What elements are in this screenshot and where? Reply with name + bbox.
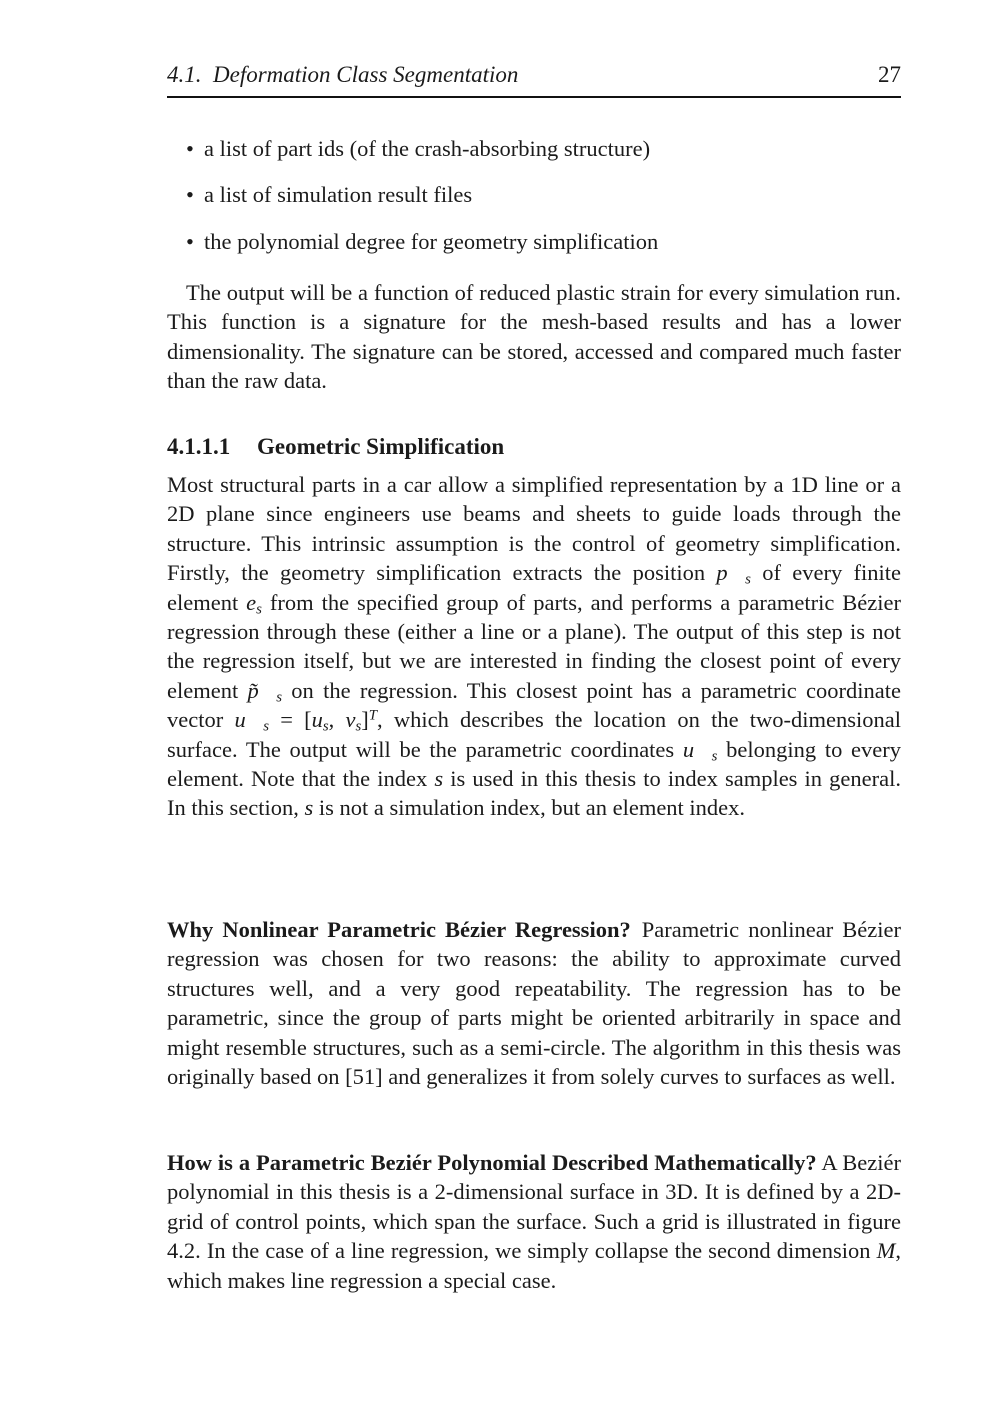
bullet-item-part-ids: • a list of part ids (of the crash-absorbing structure) bbox=[167, 134, 901, 163]
why-bezier-regression-paragraph: Why Nonlinear Parametric Bézier Regression? Parametric nonlinear Bézier regression was chosen for two reasons: the ability to approximate curved structures well, and a very good repeatability. The regression has to be parametric, since the group of parts might be oriented arbitrarily in space and might resemble structures, such as a semi-circle. The algorithm in this thesis was originally based on [51] and generalizes it from solely curves to surfaces as well. bbox=[167, 917, 901, 1090]
intro-paragraph: The output will be a function of reduced plastic strain for every simulation run. This function is a signature for the mesh-based results and has a lower dimensionality. The signature can be stored, accessed and compared much faster than the raw data. bbox=[167, 280, 901, 394]
bullet-item-result-files: • a list of simulation result files bbox=[167, 180, 901, 209]
subsection-number: 4.1.1.1 bbox=[167, 434, 231, 459]
page-number: 27 bbox=[878, 62, 901, 87]
subsection-title: Geometric Simplification bbox=[257, 434, 505, 459]
how-bezier-polynomial-paragraph: How is a Parametric Beziér Polynomial Described Mathematically? A Beziér polynomial in this thesis is a 2-dimensional surface in 3D. It is defined by a 2D-grid of control points, which span the surface. Such a grid is illustrated in figure 4.2. In the case of a line regression, we simply collapse the second dimension M, which makes line regression a special case. bbox=[167, 1150, 902, 1293]
bullet-item-polynomial-degree: • the polynomial degree for geometry simplification bbox=[167, 227, 901, 256]
geometric-simplification-paragraph: Most structural parts in a car allow a simplified representation by a 1D line or a 2D plane since engineers use beams and sheets to guide loads through the structure. This intrinsic assumption is the control of geometry simplification. Firstly, the geometry simplification extracts the position $p⃗_s$ of every finite element $e_s$ from the specified group of parts, and performs a parametric Bézier regression through these (either a line or a plane). The output of this step is not the regression itself, but we are interested in finding the closest point of every element $p̃⃗_s$ on the regression. This closest point has a parametric coordinate vector $u⃗_s = [u_s$, $v_s]^T$, which describes the location on the two-dimensional surface. The output will be the parametric coordinates $u⃗_s$ belonging to every element. Note that the index s is used in this thesis to index samples in general. In this section, s is not a simulation index, but an element index. bbox=[167, 472, 902, 821]
input-bullet-list bbox=[167, 134, 901, 273]
running-header-section-title: 4.1. Deformation Class Segmentation bbox=[167, 62, 519, 87]
running-header bbox=[167, 60, 901, 98]
subsection-heading bbox=[167, 432, 901, 461]
